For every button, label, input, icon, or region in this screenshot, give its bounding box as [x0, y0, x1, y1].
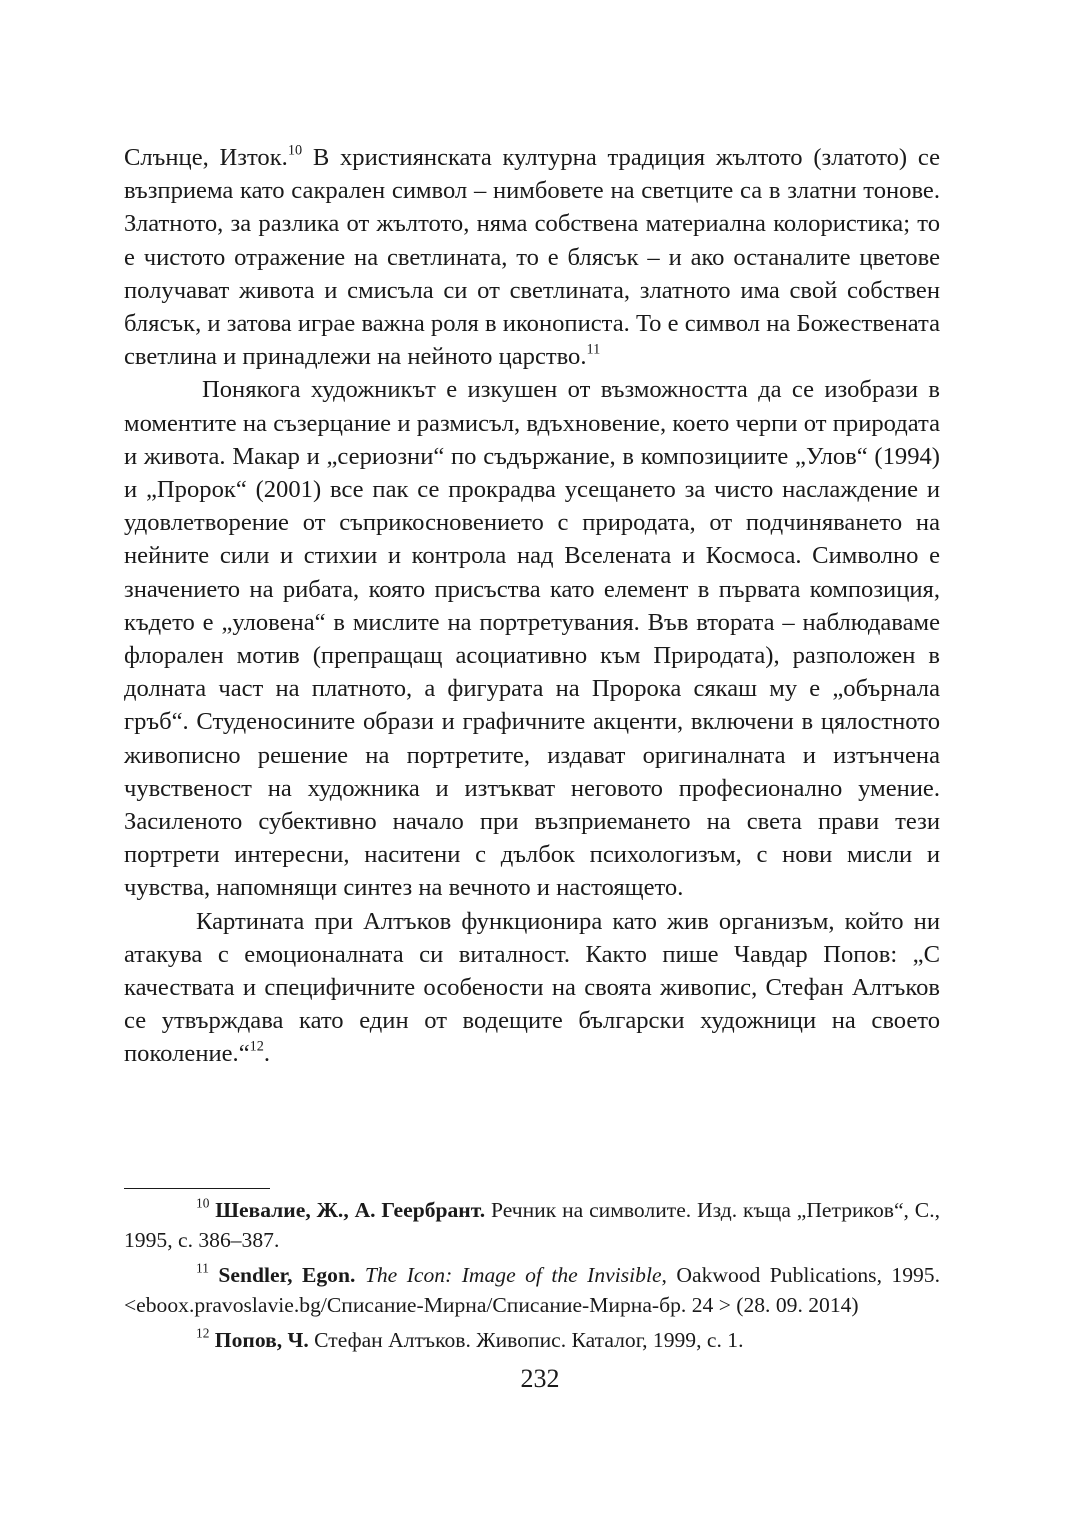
- paragraph-3: Картината при Алтъков функционира като жив организъм, който ни атакува с емоционалната си виталност. Както пише Чавдар Попов: „С качествата и специфичните особености на своята живопис, Стефан Алтъков се утвърждава като един от водещите български художници на своето поколение.“$^{12}$.: [124, 907, 940, 1068]
- footnote-12: [124, 1325, 940, 1355]
- paragraph-2: Понякога художникът е изкушен от възможността да се изобрази в моментите на съзерцание и размисъл, вдъхновение, което черпи от природата и живота. Макар и „сериозни“ по съдържание, в композициите „Улов“ (1994) и „Пророк“ (2001) все пак се прокрадва усещането за чисто наслаждение и удовлетворение от съприкосновението с природата, от подчиняването на нейните сили и стихии и контрола над Вселената и Космоса. Символно е значението на рибата, която присъства като елемент в първата композиция, където е „уловена“ в мислите на портретувания. Във втората – наблюдаваме флорален мотив (препращащ асоциативно към Природата), разположен в долната част на платното, а фигурата на Пророка сякаш му е „обърнала гръб“. Студеносините образи и графичните акценти, включени в цялостното живописно решение на портретите, издават оригиналната и изтънчена чувственост на художника и изтъкват неговото професионално умение. Засиленото субективно начало при възприемането на света прави тези портрети интересни, наситени с дълбок психологизъм, с нови мисли и чувства, напомнящи синтез на вечното и настоящето.: [124, 376, 940, 902]
- footnote-number: 10: [196, 1195, 210, 1211]
- footnote-separator: [124, 1188, 270, 1189]
- footnote-10: [124, 1195, 940, 1256]
- page-number: 232: [520, 1364, 560, 1393]
- footnote-11: [124, 1260, 940, 1321]
- paragraph-1: Слънце, Изток.$^{10}$ В християнската културна традиция жълтото (златото) се възприема като сакрален символ – нимбовете на светците са в златни тонове. Златното, за разлика от жълтото, няма собствена материална колористика; то е чистото отражение на светлината, то е блясък – и ако останалите цветове получават живота и смисъла си от светлината, златното има свой собствен блясък, и затова играе важна роля в иконописта. То е символ на Божествената светлина и принадлежи на нейното царство.$^{11}$: [124, 142, 941, 371]
- footnote-author: Попов, Ч.: [214, 1327, 309, 1352]
- footnote-ref-11: 11: [586, 341, 601, 358]
- footnote-number: 11: [196, 1260, 209, 1276]
- footnote-text: , Oakwood Publications, 1995. <eboox.pravoslavie.bg/Списание-Мирна/Списание-Мирна-бр. 24 > (28. 09. 2014): [124, 1262, 940, 1318]
- footnote-ref-12: 12: [249, 1038, 264, 1055]
- main-text: [124, 141, 940, 1071]
- footnote-author: Шевалие, Ж., А. Геербрант.: [215, 1198, 486, 1222]
- footnote-title: The Icon: Image of the Invisible: [364, 1262, 662, 1287]
- footnote-author: Sendler, Egon.: [218, 1262, 356, 1287]
- footnote-number: 12: [196, 1325, 210, 1341]
- footnote-ref-10: 10: [287, 142, 303, 159]
- footnote-text: Речник на символите. Изд. къща „Петриков“, С., 1995, с. 386–387.: [124, 1198, 940, 1253]
- footnote-text: Стефан Алтъков. Живопис. Каталог, 1999, с. 1.: [308, 1327, 744, 1352]
- footnotes: [124, 1195, 940, 1359]
